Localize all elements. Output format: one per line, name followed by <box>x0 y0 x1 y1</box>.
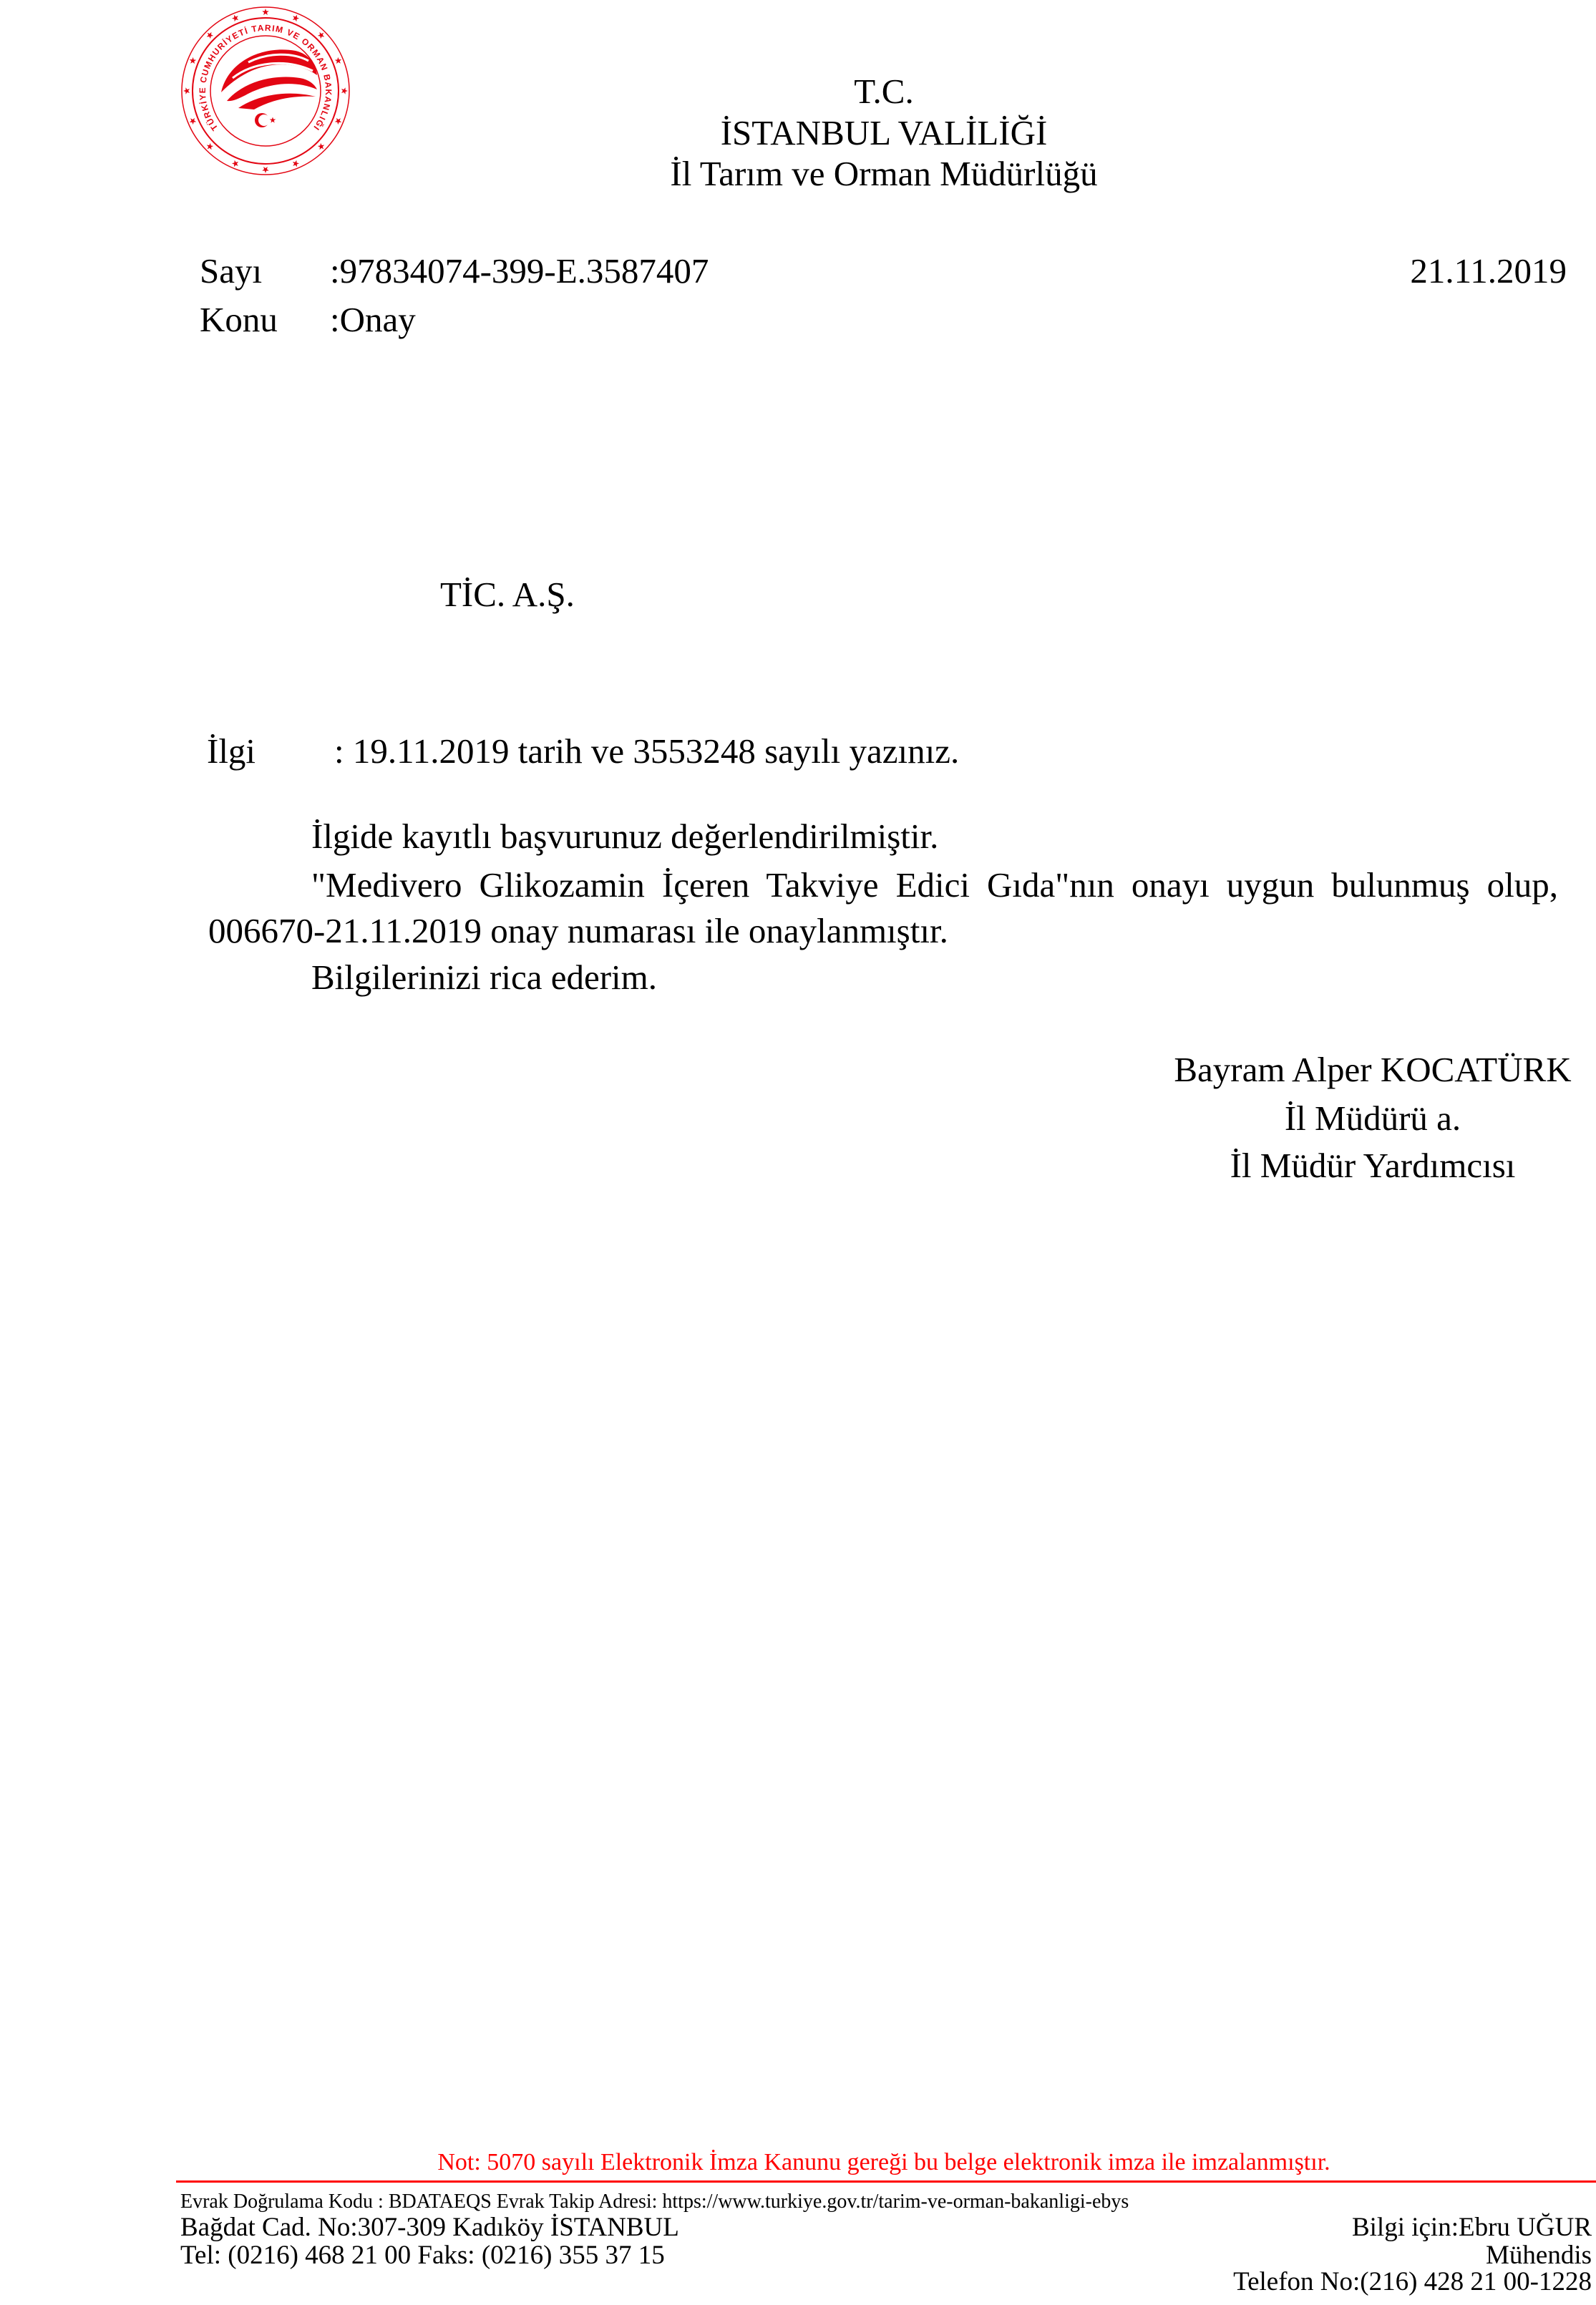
seal-star <box>188 57 197 65</box>
footer-divider <box>176 2180 1596 2183</box>
contact-title: Mühendis <box>1486 2241 1592 2270</box>
seal-star <box>188 117 197 125</box>
header-directorate: İl Tarım ve Orman Müdürlüğü <box>670 154 1098 193</box>
header-governorship: İSTANBUL VALİLİĞİ <box>720 113 1048 152</box>
sayi-label: Sayı <box>200 251 263 291</box>
konu-label: Konu <box>200 300 278 339</box>
seal-star <box>262 167 269 173</box>
seal-star <box>291 14 300 22</box>
signatory-title-1: İl Müdürü a. <box>1284 1098 1461 1138</box>
seal-star <box>341 87 348 94</box>
header-tc: T.C. <box>854 72 914 111</box>
document-date: 21.11.2019 <box>1410 251 1567 291</box>
seal-star <box>291 160 300 168</box>
signatory-title-2: İl Müdür Yardımcısı <box>1230 1146 1516 1185</box>
seal-ring-text: TÜRKİYE CUMHURİYETİ TARIM VE ORMAN BAKANLIĞI <box>197 22 334 133</box>
recipient: TİC. A.Ş. <box>440 575 575 614</box>
seal-star <box>231 14 240 22</box>
body-paragraph-2-line-1: "Medivero Glikozamin İçeren Takviye Edici Gıda"nın onayı uygun bulunmuş olup, <box>311 865 1558 905</box>
signatory-name: Bayram Alper KOCATÜRK <box>1174 1050 1572 1089</box>
seal-star <box>183 87 190 94</box>
verification-info: Evrak Doğrulama Kodu : BDATAEQS Evrak Takip Adresi: https://www.turkiye.gov.tr/tarim-ve-orman-bakanligi-ebys <box>180 2191 1129 2213</box>
seal-stars <box>183 9 348 173</box>
body-paragraph-3: Bilgilerinizi rica ederim. <box>311 957 658 997</box>
e-signature-note: Not: 5070 sayılı Elektronik İmza Kanunu gereği bu belge elektronik imza ile imzalanmıştır. <box>437 2149 1330 2175</box>
ilgi-value: : 19.11.2019 tarih ve 3553248 sayılı yazınız. <box>334 731 960 771</box>
footer-phone-fax: Tel: (0216) 468 21 00 Faks: (0216) 355 37 15 <box>180 2241 665 2270</box>
seal-star <box>231 160 240 168</box>
konu-value: :Onay <box>330 300 416 339</box>
seal-star <box>334 57 343 65</box>
ministry-seal-logo <box>180 5 351 177</box>
seal-star <box>262 9 269 15</box>
body-paragraph-1: İlgide kayıtlı başvurunuz değerlendirilmiştir. <box>311 817 939 856</box>
body-paragraph-2-line-2: 006670-21.11.2019 onay numarası ile onaylanmıştır. <box>208 911 948 950</box>
crescent-star-icon <box>255 113 276 127</box>
sayi-value: :97834074-399-E.3587407 <box>330 251 709 291</box>
contact-phone: Telefon No:(216) 428 21 00-1228 <box>1233 2267 1592 2296</box>
seal-middle-ring <box>193 18 339 164</box>
seal-star <box>334 117 343 125</box>
contact-name: Bilgi için:Ebru UĞUR <box>1351 2213 1592 2242</box>
ilgi-label: İlgi <box>207 731 256 771</box>
footer-address: Bağdat Cad. No:307-309 Kadıköy İSTANBUL <box>180 2213 679 2242</box>
